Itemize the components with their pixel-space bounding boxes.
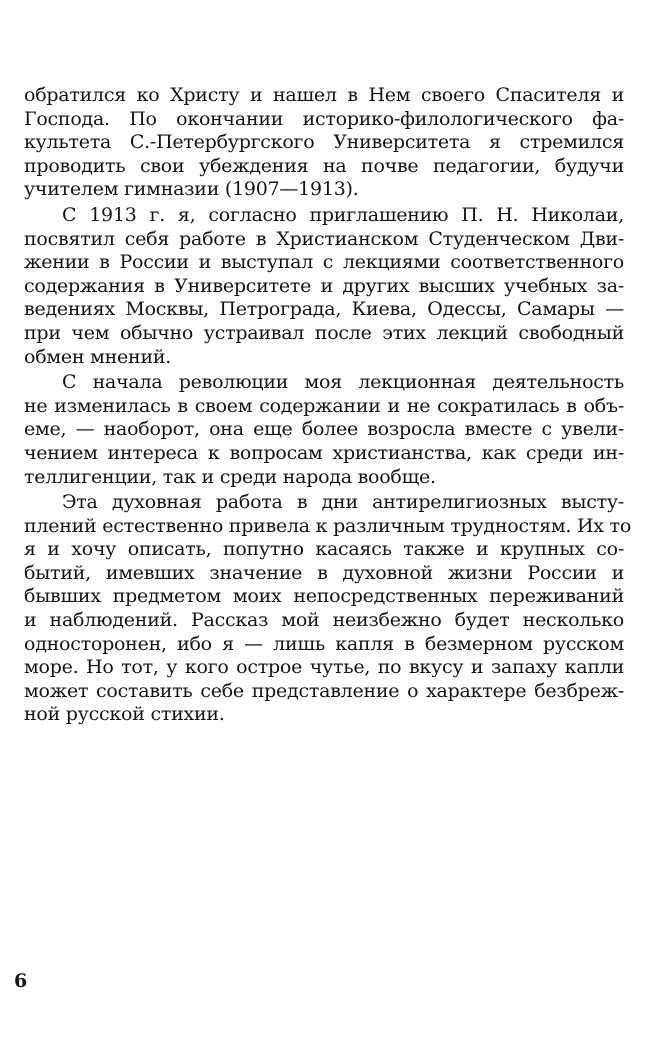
text-line: С 1913 г. я, согласно приглашению П. Н. Николаи,	[62, 203, 624, 226]
text-line: учителем гимназии (1907—1913).	[24, 178, 359, 201]
text-line: Господа. По окончании историко-филологического фа-	[24, 107, 624, 130]
text-line: обратился ко Христу и нашел в Нем своего Спасителя и	[24, 84, 624, 106]
text-line: при чем обычно устраивал после этих лекций свободный	[24, 321, 624, 344]
text-line: содержания в Университете и других высших учебных за-	[24, 274, 624, 297]
text-line: односторонен, ибо я — лишь капля в безмерном русском	[24, 632, 624, 655]
text-line: не изменилась в своем содержании и не сократилась в объ-	[24, 394, 624, 417]
text-line: бытий, имевших значение в духовной жизни России и	[24, 561, 624, 584]
text-line: ной русской стихии.	[24, 703, 225, 726]
text-line: чением интереса к вопросам христианства, как среди ин-	[24, 441, 624, 464]
page-number: 6	[14, 970, 28, 992]
text-line: С начала революции моя лекционная деятельность	[62, 371, 624, 394]
body-text	[24, 84, 632, 727]
text-line: плений естественно привела к различным трудностям. Их то	[24, 514, 632, 537]
text-line: посвятил себя работе в Христианском Студенческом Дви-	[24, 227, 624, 250]
text-line: еме, — наоборот, она еще более возросла вместе с увели-	[24, 418, 624, 441]
text-line: может составить себе представление о характере безбреж-	[24, 679, 624, 702]
paragraph-2	[24, 204, 624, 369]
text-line: бывших предметом моих непосредственных переживаний	[24, 585, 624, 608]
text-line: Эта духовная работа в дни антирелигиозных высту-	[62, 491, 624, 514]
paragraph-1	[24, 84, 624, 202]
text-line: культета С.-Петербургского Университета я стремился	[24, 131, 624, 154]
paragraph-3	[24, 371, 624, 489]
text-line: я и хочу описать, попутно касаясь также и крупных со-	[24, 538, 624, 561]
text-line: и наблюдений. Рассказ мой неизбежно будет несколько	[24, 609, 624, 632]
text-line: море. Но тот, у кого острое чутье, по вкусу и запаху капли	[24, 656, 624, 679]
text-line: жении в России и выступал с лекциями соответственного	[24, 251, 624, 274]
text-line: обмен мнений.	[24, 345, 172, 368]
text-line: теллигенции, так и среди народа вообще.	[24, 465, 436, 488]
paragraph-4	[24, 491, 632, 727]
text-line: ведениях Москвы, Петрограда, Киева, Одессы, Самары —	[24, 298, 624, 321]
text-line: проводить свои убеждения на почве педагогии, будучи	[24, 154, 624, 177]
